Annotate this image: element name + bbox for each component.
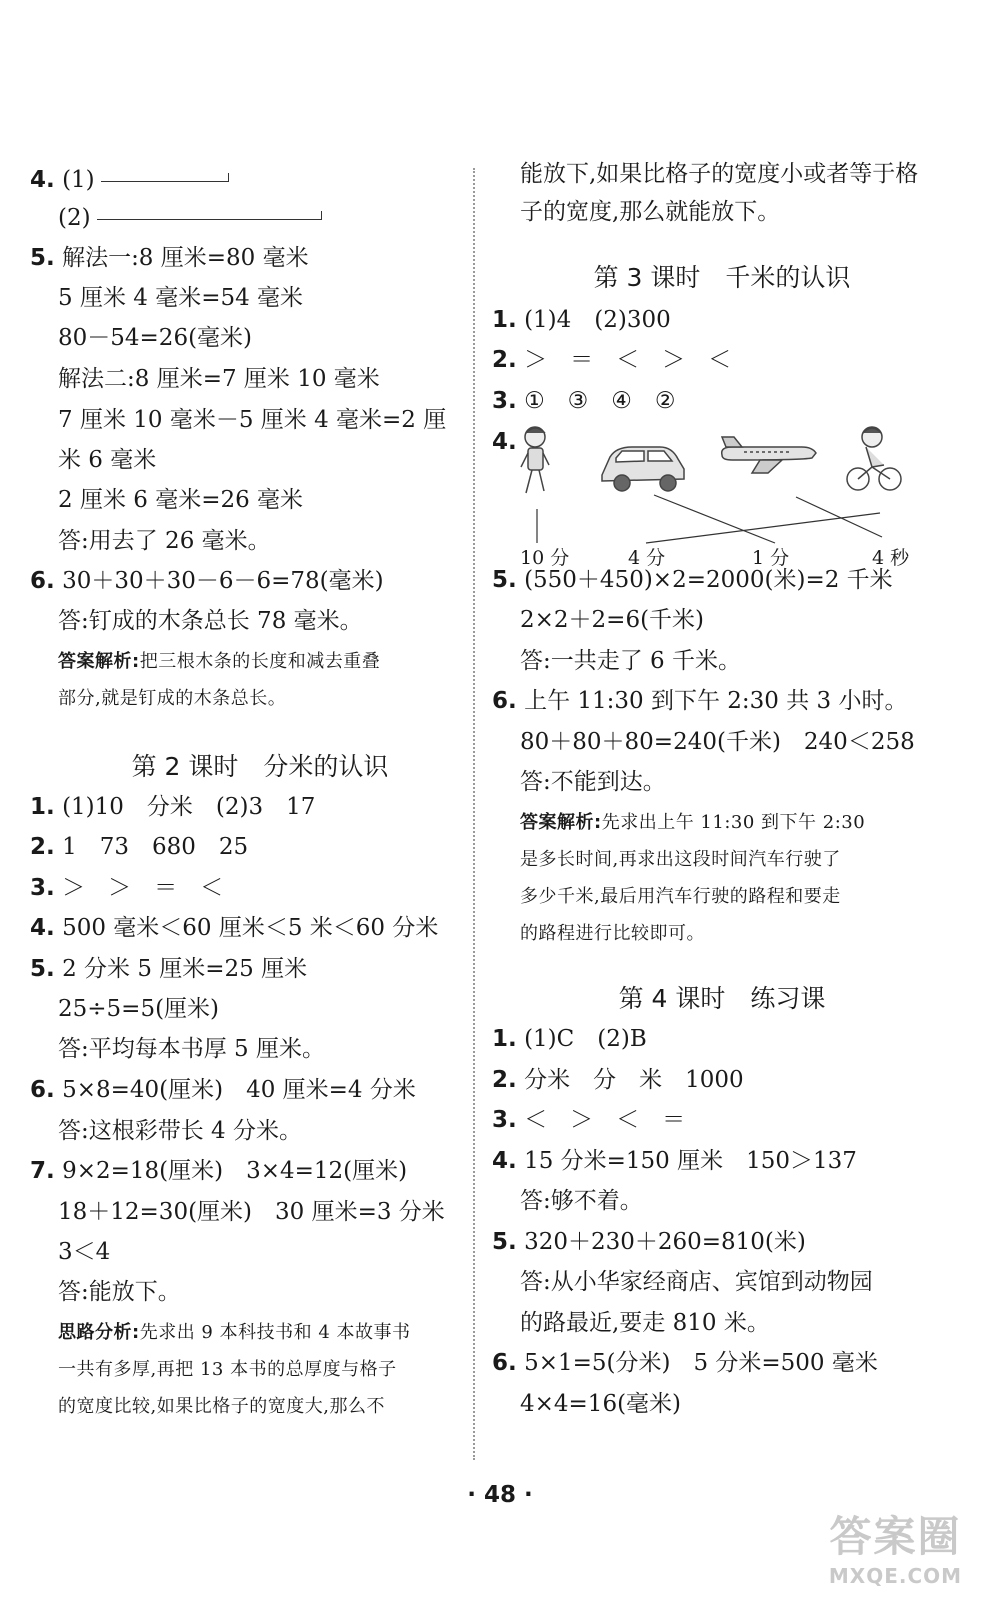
- l-q6-note2: 部分,就是钉成的木条总长。: [58, 688, 287, 709]
- l4-q2: 2. 分米 分 米 1000: [492, 1067, 744, 1093]
- page-number: · 48 ·: [467, 1482, 533, 1508]
- l2-q7-line1: 7. 9×2=18(厘米) 3×4=12(厘米): [30, 1158, 408, 1184]
- watermark-logo: [813, 1504, 978, 1588]
- l3-q1: 1. (1)4 (2)300: [492, 307, 671, 333]
- l3-q5-answer: 答:一共走了 6 千米。: [520, 648, 742, 674]
- l2-q4: 4. 500 毫米＜60 厘米＜5 米＜60 分米: [30, 915, 439, 941]
- time-label-4: 4 秒: [872, 547, 910, 569]
- l-q5-line1: 5. 解法一:8 厘米=80 毫米: [30, 245, 309, 271]
- walking-child-icon: [521, 427, 549, 493]
- l3-q5-line2: 2×2＋2=6(千米): [520, 607, 705, 633]
- l3-q6-note4: 的路程进行比较即可。: [520, 923, 705, 944]
- airplane-icon: [722, 437, 816, 473]
- l3-q5-line1: 5. (550＋450)×2=2000(米)=2 千米: [492, 567, 893, 593]
- l3-q2: 2. ＞ ＝ ＜ ＞ ＜: [492, 347, 732, 373]
- l4-q4-answer: 答:够不着。: [520, 1188, 643, 1214]
- l4-q5-answer1: 答:从小华家经商店、宾馆到动物园: [520, 1269, 873, 1295]
- l-q4-line2: (2): [30, 203, 322, 233]
- l2-q6-line1: 6. 5×8=40(厘米) 40 厘米=4 分米: [30, 1077, 416, 1103]
- l-q6-note1: 答案解析:把三根木条的长度和减去重叠: [58, 651, 381, 672]
- l-q4-line1: 4. (1): [30, 165, 229, 195]
- l3-q3: 3. ① ③ ④ ②: [492, 388, 676, 414]
- lesson2-title: 第 2 课时 分米的认识: [131, 752, 389, 781]
- l3-q6-line1: 6. 上午 11:30 到下午 2:30 共 3 小时。: [492, 688, 908, 714]
- l2-q7-note2: 一共有多厚,再把 13 本书的总厚度与格子: [58, 1359, 397, 1380]
- l-q5-line5: 7 厘米 10 毫米－5 厘米 4 毫米=2 厘: [58, 407, 447, 433]
- l-q6-answer: 答:钉成的木条总长 78 毫米。: [58, 608, 363, 634]
- l4-q1: 1. (1)C (2)B: [492, 1026, 647, 1052]
- answer-line-2: [97, 219, 322, 220]
- column-divider: [473, 168, 475, 1460]
- r-cont-line1: 能放下,如果比格子的宽度小或者等于格: [520, 161, 919, 187]
- l4-q6-line1: 6. 5×1=5(分米) 5 分米=500 毫米: [492, 1350, 878, 1376]
- l3-q4-num: 4.: [492, 429, 517, 455]
- l4-q6-line2: 4×4=16(毫米): [520, 1391, 682, 1417]
- time-label-2: 4 分: [628, 547, 666, 569]
- cyclist-icon: [847, 427, 901, 490]
- watermark-bottom-text: MXQE.COM: [828, 1564, 963, 1588]
- l2-q5-answer: 答:平均每本书厚 5 厘米。: [58, 1036, 326, 1062]
- l-q5-line6: 米 6 毫米: [58, 447, 157, 473]
- l-q5-line2: 5 厘米 4 毫米=54 毫米: [58, 285, 304, 311]
- car-icon: [602, 447, 684, 491]
- lesson4-title: 第 4 课时 练习课: [618, 984, 826, 1013]
- answer-line-1: [101, 181, 229, 182]
- l-q5-line7: 2 厘米 6 毫米=26 毫米: [58, 487, 304, 513]
- l2-q7-answer: 答:能放下。: [58, 1279, 181, 1305]
- l2-q7-note1: 思路分析:先求出 9 本科技书和 4 本故事书: [58, 1322, 411, 1343]
- l2-q6-answer: 答:这根彩带长 4 分米。: [58, 1118, 303, 1144]
- l2-q5-line2: 25÷5=5(厘米): [58, 996, 220, 1022]
- time-label-1: 10 分: [520, 547, 570, 569]
- time-label-3: 1 分: [752, 547, 790, 569]
- l2-q7-line2: 18＋12=30(厘米) 30 厘米=3 分米: [58, 1199, 445, 1225]
- l4-q5-line1: 5. 320＋230＋260=810(米): [492, 1229, 806, 1255]
- l-q6-line1: 6. 30＋30＋30－6－6=78(毫米): [30, 568, 384, 594]
- matching-figure: [520, 425, 950, 575]
- l3-q6-answer: 答:不能到达。: [520, 769, 666, 795]
- l3-q6-line2: 80＋80＋80=240(千米) 240＜258: [520, 729, 915, 755]
- l-q5-line3: 80－54=26(毫米): [58, 325, 253, 351]
- l2-q5-line1: 5. 2 分米 5 厘米=25 厘米: [30, 956, 308, 982]
- l4-q5-answer2: 的路最近,要走 810 米。: [520, 1310, 770, 1336]
- l2-q7-note3: 的宽度比较,如果比格子的宽度大,那么不: [58, 1396, 385, 1417]
- l2-q1: 1. (1)10 分米 (2)3 17: [30, 794, 316, 820]
- lesson3-title: 第 3 课时 千米的认识: [593, 263, 851, 292]
- l2-q7-line3: 3＜4: [58, 1239, 111, 1265]
- r-cont-line2: 子的宽度,那么就能放下。: [520, 199, 781, 225]
- watermark-top-text: 答案圈: [829, 1512, 962, 1561]
- l4-q4-line1: 4. 15 分米=150 厘米 150＞137: [492, 1148, 857, 1174]
- l4-q3: 3. ＜ ＞ ＜ ＝: [492, 1107, 686, 1133]
- l2-q3: 3. ＞ ＞ ＝ ＜: [30, 875, 224, 901]
- l2-q2: 2. 1 73 680 25: [30, 834, 249, 860]
- l-q5-line4: 解法二:8 厘米=7 厘米 10 毫米: [58, 366, 380, 392]
- l-q5-answer: 答:用去了 26 毫米。: [58, 528, 271, 554]
- l3-q6-note1: 答案解析:先求出上午 11:30 到下午 2:30: [520, 812, 866, 833]
- l3-q6-note2: 是多长时间,再求出这段时间汽车行驶了: [520, 849, 841, 870]
- l3-q6-note3: 多少千米,最后用汽车行驶的路程和要走: [520, 886, 841, 907]
- matching-lines: [537, 495, 882, 543]
